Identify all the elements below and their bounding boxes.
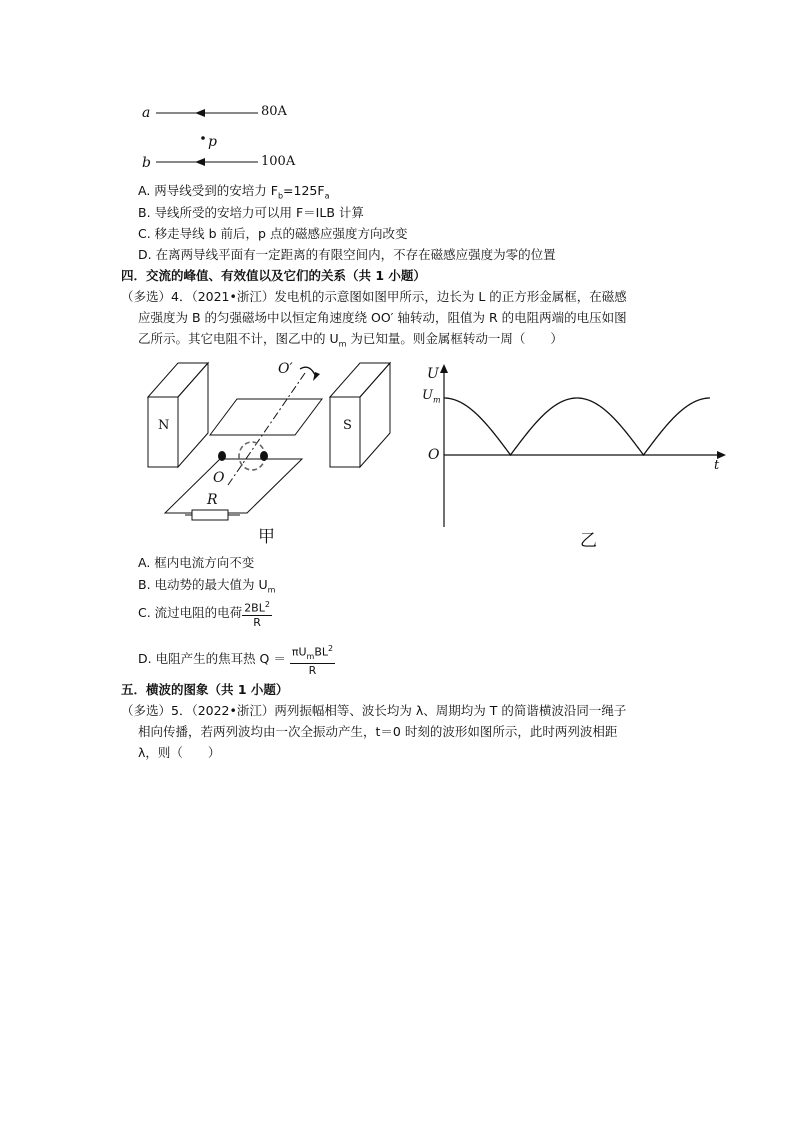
- wire-a-arrow: [195, 109, 205, 117]
- magnet-s-side: [360, 363, 390, 467]
- wire-b-arrow: [195, 158, 205, 166]
- q4-option-c-den: R: [253, 615, 261, 629]
- q4-option-b-sub: m: [267, 585, 276, 595]
- y-axis-label: U: [427, 366, 439, 382]
- figure-jia-caption: 甲: [258, 527, 275, 547]
- brush-right: [260, 451, 268, 461]
- wire-a-current: 80A: [261, 104, 287, 119]
- q4-stem-line1: （多选）4．（2021•浙江）发电机的示意图如图甲所示，边长为 L 的正方形金属框，在磁感: [121, 289, 627, 304]
- q3-option-a-sub1: b: [277, 191, 284, 201]
- brush-left: [218, 451, 226, 461]
- q3-option-a: [138, 183, 329, 205]
- q4-option-a: A. 框内电流方向不变: [138, 555, 255, 570]
- q4-option-c: [138, 598, 272, 629]
- section4-heading: 四．交流的峰值、有效值以及它们的关系（共 1 小题）: [121, 268, 426, 283]
- point-p-dot: [201, 136, 205, 140]
- figure-yi-caption: 乙: [580, 531, 597, 551]
- q4-option-d: [138, 642, 335, 677]
- magnet-n-side: [178, 363, 208, 467]
- q4-option-d-num-a: πU: [291, 645, 307, 659]
- magnet-n-top: [148, 363, 208, 397]
- q4-option-d-fraction: [290, 642, 335, 677]
- q4-option-c-sup: 2: [264, 600, 270, 609]
- y-max-label: [422, 388, 441, 405]
- q3-option-d: D. 在离两导线平面有一定距离的有限空间内，不存在磁感应强度为零的位置: [138, 247, 556, 262]
- wire-a-label: a: [142, 105, 151, 121]
- q5-stem-line1: （多选）5．（2022•浙江）两列振幅相等、波长均为 λ、周期均为 T 的简谐横波沿同一绳子: [121, 703, 627, 718]
- y-axis-arrow: [440, 364, 448, 373]
- origin-label: O: [428, 447, 440, 463]
- y-max-text: U: [422, 388, 433, 403]
- q5-stem-line3: λ，则（ ）: [138, 745, 221, 760]
- q4-stem-line3-a: 乙所示。其它电阻不计，图乙中的 U: [138, 331, 339, 346]
- q5-stem-line2: 相向传播，若两列波均由一次全振动产生，t＝0 时刻的波形如图所示，此时两列波相距: [138, 724, 618, 739]
- q3-option-a-sub2: a: [324, 191, 330, 201]
- q4-stem-line3-sub: m: [338, 339, 347, 349]
- wire-b-current: 100A: [261, 154, 296, 169]
- q3-option-a-text: A. 两导线受到的安培力 F: [138, 183, 278, 198]
- q4-option-c-fraction: [242, 598, 272, 629]
- q4-option-b-text: B. 电动势的最大值为 U: [138, 577, 268, 592]
- resistor-label: R: [207, 492, 218, 508]
- q3-option-b: B. 导线所受的安培力可以用 F＝ILB 计算: [138, 205, 364, 220]
- pole-s-label: S: [343, 418, 352, 433]
- q4-option-c-num: 2BL: [244, 601, 265, 615]
- q4-option-d-text: D. 电阻产生的焦耳热 Q ＝: [138, 650, 286, 666]
- q4-option-d-num-sub: m: [306, 651, 315, 661]
- q4-option-d-num-b: BL: [314, 645, 329, 659]
- generator-diagram: [140, 355, 420, 545]
- q4-option-c-text: C. 流过电阻的电荷: [138, 604, 243, 620]
- q4-stem-line3-b: 为已知量。则金属框转动一周（ ）: [346, 331, 563, 346]
- base-plate: [165, 459, 302, 513]
- rotation-arrow: [300, 367, 316, 377]
- section5-heading: 五．横波的图象（共 1 小题）: [121, 682, 289, 697]
- voltage-chart: [410, 362, 740, 532]
- resistor: [192, 510, 228, 520]
- point-p-label: p: [208, 134, 217, 150]
- pole-n-label: N: [158, 418, 170, 433]
- q4-option-b: [138, 577, 275, 599]
- q4-stem-line2: 应强度为 B 的匀强磁场中以恒定角速度绕 OO′ 轴转动，阻值为 R 的电阻两端的电压如图: [138, 310, 627, 325]
- q4-option-d-sup: 2: [328, 644, 334, 653]
- q3-option-a-mid: =125F: [283, 183, 325, 198]
- y-max-sub: m: [432, 395, 441, 405]
- q3-option-c: C. 移走导线 b 前后，p 点的磁感应强度方向改变: [138, 226, 408, 241]
- axis-top-label: O′: [278, 361, 293, 377]
- wire-b-label: b: [142, 155, 151, 171]
- q4-option-d-den: R: [308, 663, 317, 677]
- q4-stem-line3: [138, 331, 563, 353]
- axis-bottom-label: O: [213, 470, 225, 486]
- x-axis-label: t: [714, 458, 720, 473]
- magnet-s-top: [330, 363, 390, 397]
- rectified-voltage-curve: [444, 398, 710, 455]
